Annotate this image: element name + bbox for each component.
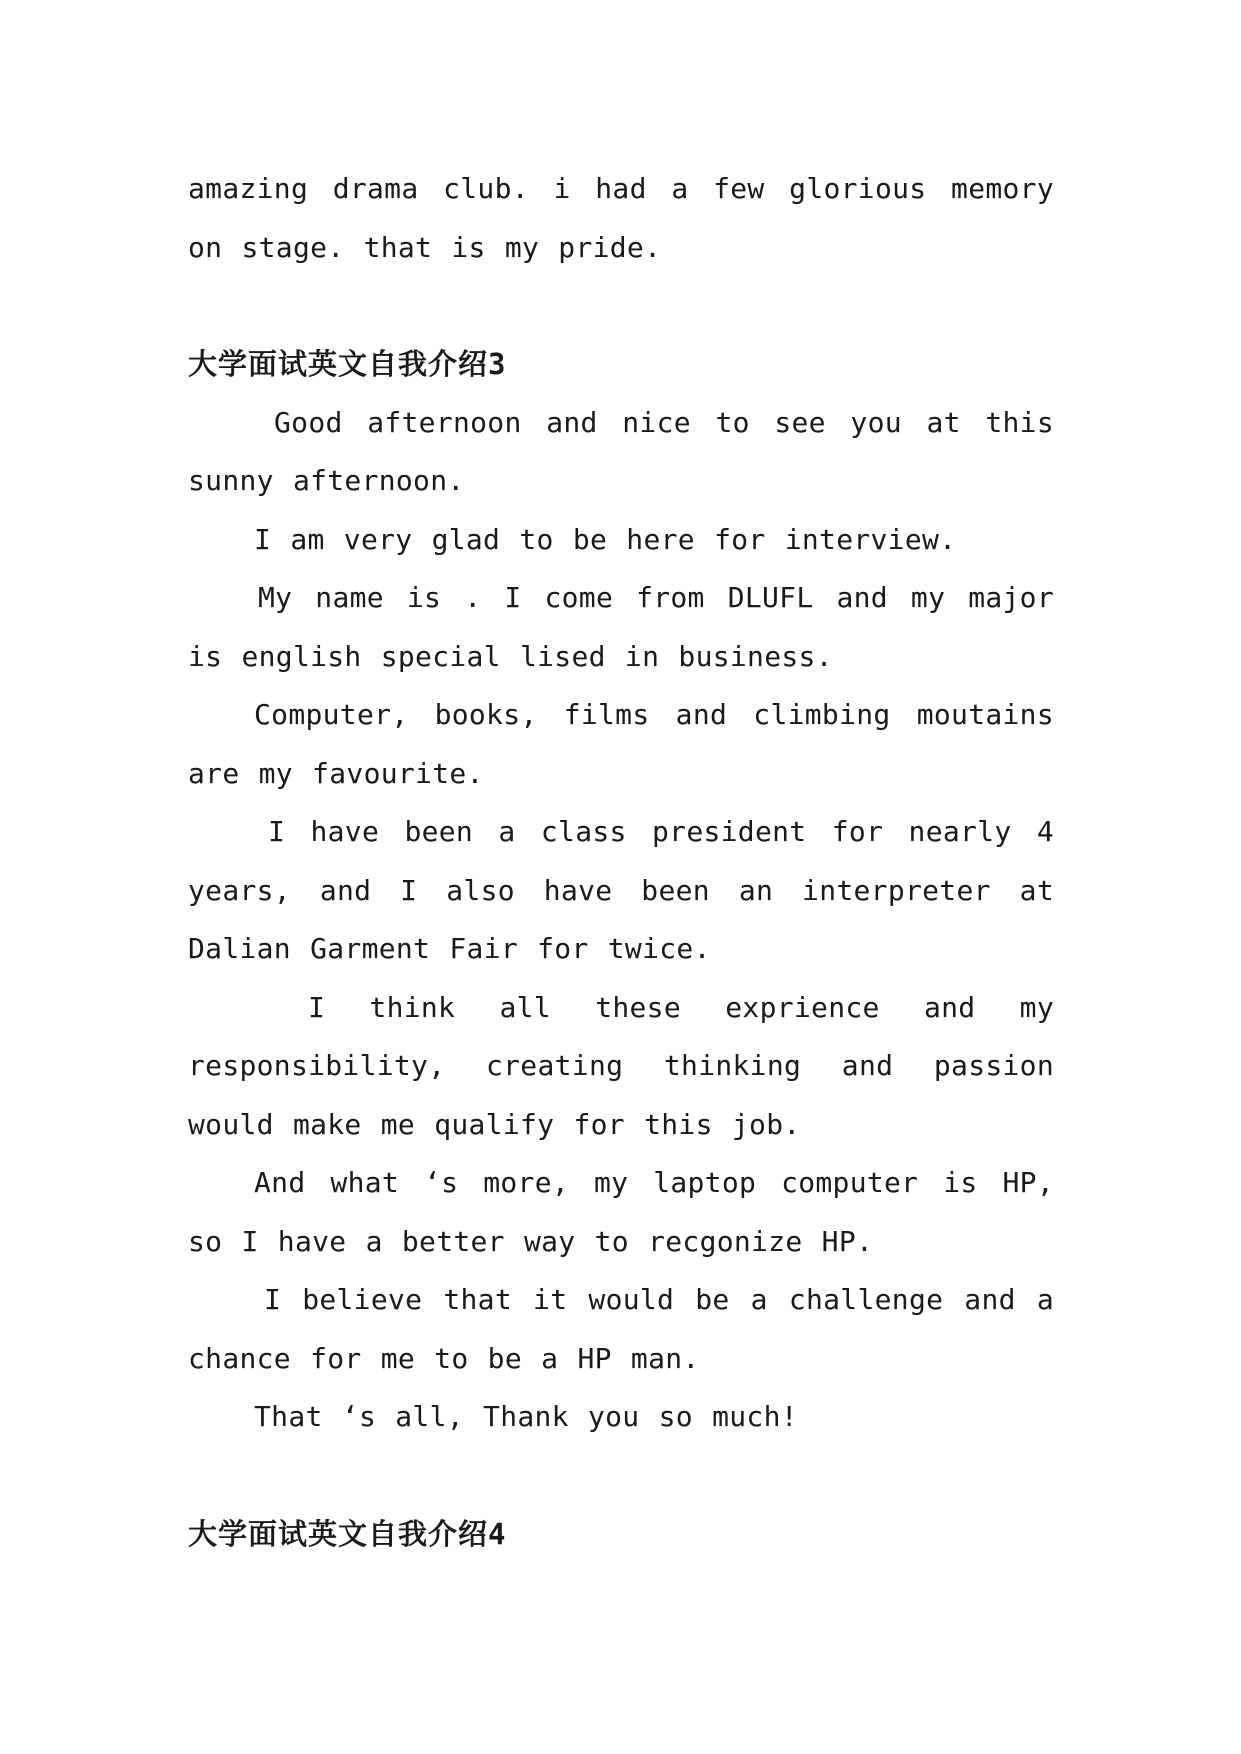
paragraph-thanks: That ‘s all, Thank you so much! (254, 1400, 798, 1433)
paragraph-qualify: I think all these exprience and my responsibility, creating thinking and passion would make me qualify for this job. (188, 990, 1054, 1141)
paragraph-glad: I am very glad to be here for interview. (254, 522, 957, 556)
paragraph-experience: I have been a class president for nearly 4 years, and I also have been an interpreter at Dalian Garment Fair for twice. (188, 815, 1054, 965)
paragraph-greeting: Good afternoon and nice to see you at this sunny afternoon. (188, 405, 1054, 497)
section-heading-3: 大学面试英文自我介绍3 (188, 347, 507, 381)
paragraph-challenge: I believe that it would be a challenge and a chance for me to be a HP man. (188, 1283, 1054, 1375)
document-body (188, 160, 1054, 1563)
paragraph-name-major: My name is . I come from DLUFL and my major is english special lised in business. (188, 581, 1054, 673)
paragraph-laptop: And what ‘s more, my laptop computer is HP, so I have a better way to recgonize HP. (188, 1166, 1054, 1258)
section-heading-4: 大学面试英文自我介绍4 (188, 1516, 507, 1551)
continued-paragraph: amazing drama club. i had a few glorious memory on stage. that is my pride. (188, 172, 1054, 264)
paragraph-hobbies: Computer, books, films and climbing moutains are my favourite. (188, 698, 1054, 790)
